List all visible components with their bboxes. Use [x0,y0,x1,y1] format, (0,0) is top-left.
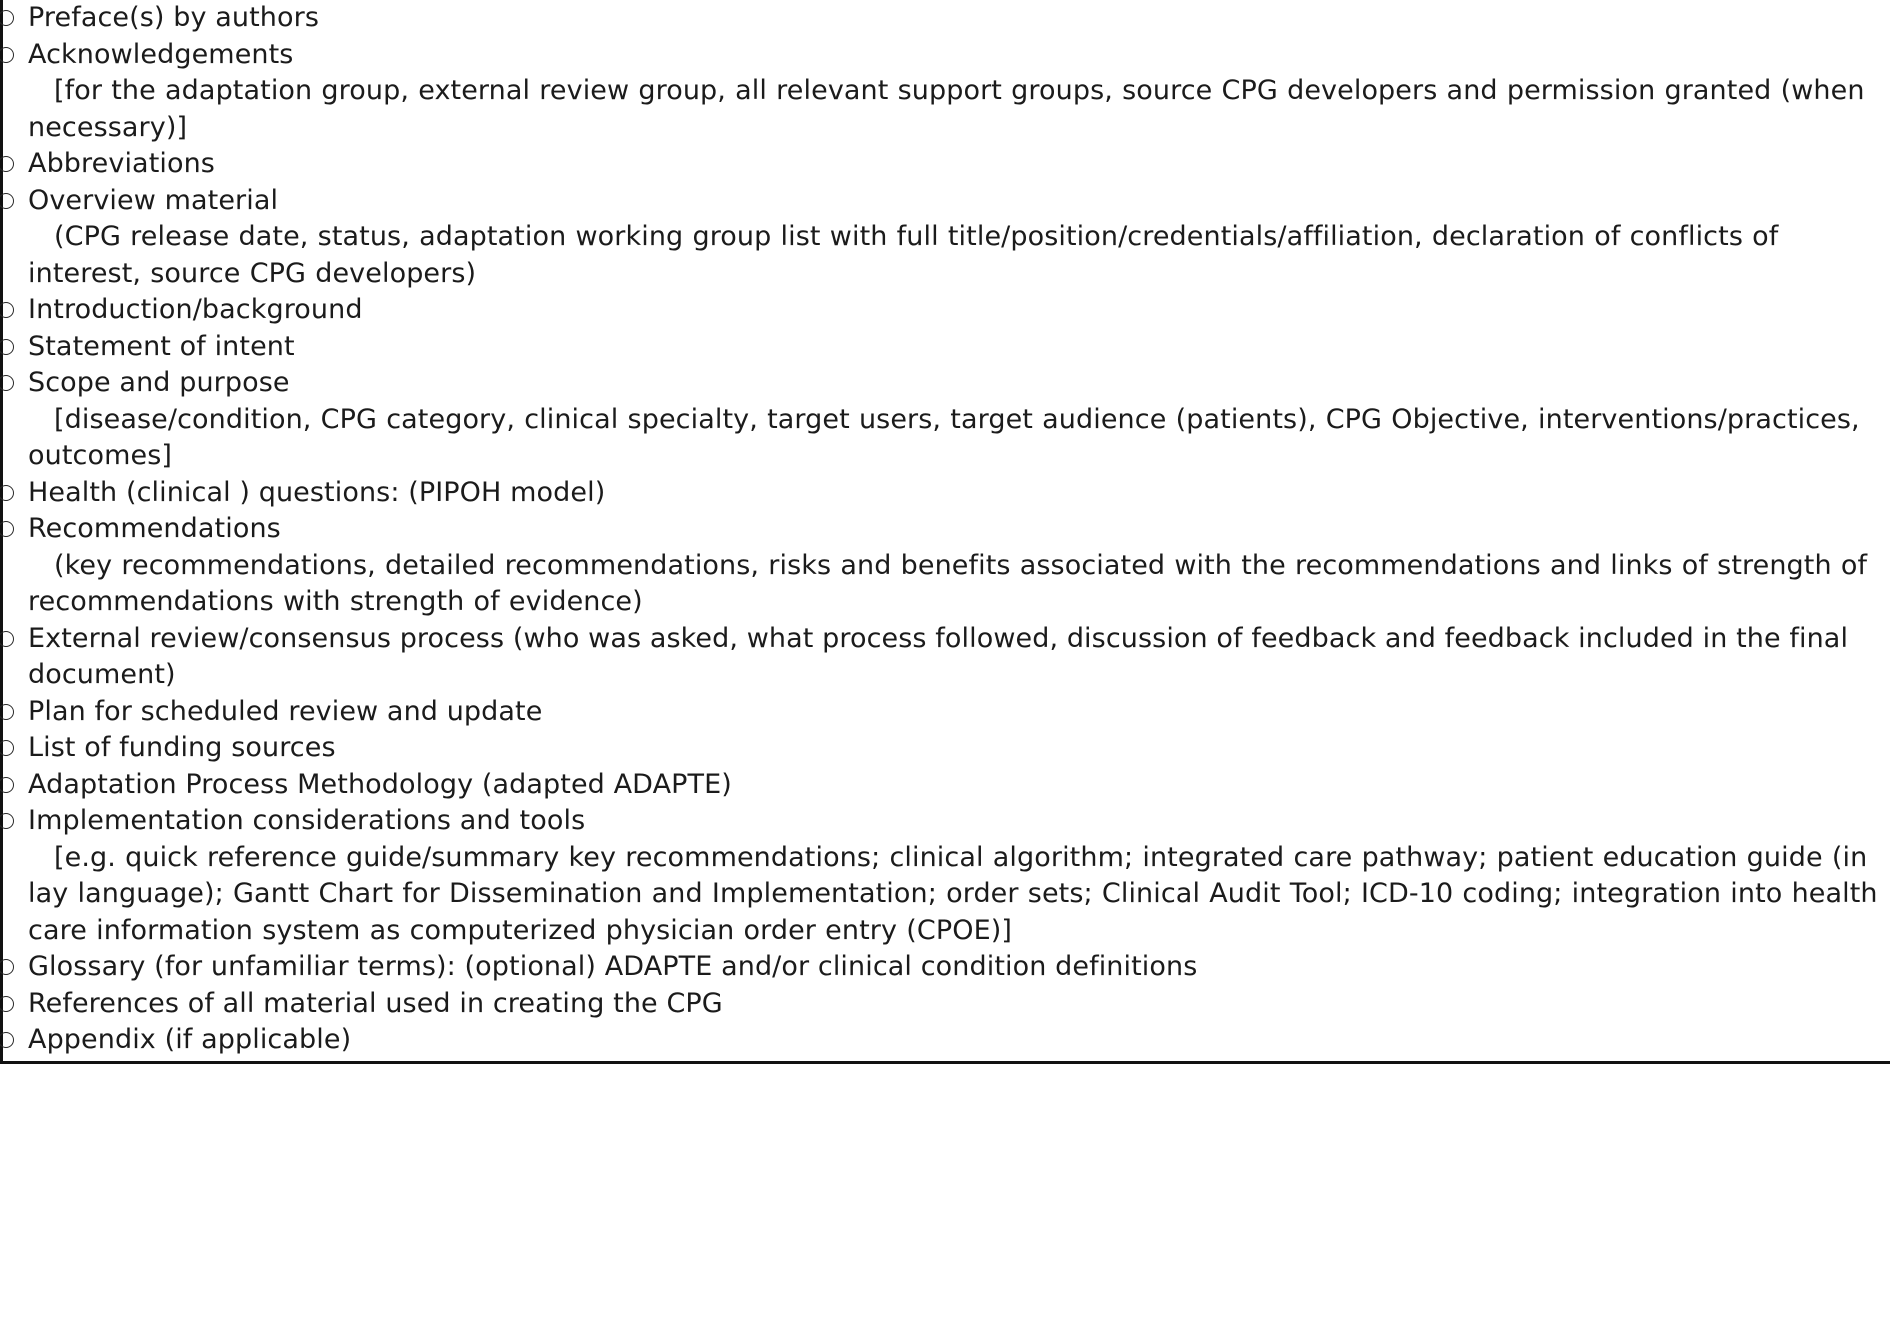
checklist-item[interactable] [0,292,1890,329]
checklist-item-label: Plan for scheduled review and update [28,695,543,727]
circle-outline-icon[interactable] [0,10,14,26]
checklist-item-label: Health (clinical ) questions: (PIPOH model) [28,476,606,508]
checklist-item[interactable] [0,475,1890,512]
checklist-item-label: Statement of intent [28,330,295,362]
checklist-item-detail: (CPG release date, status, adaptation working group list with full title/position/credentials/affiliation, declaration of conflicts of interest, source CPG developers) [28,221,1779,289]
checklist-item-detail: [disease/condition, CPG category, clinical specialty, target users, target audience (patients), CPG Objective, interventions/practices, outcomes] [28,403,1860,471]
checklist-item[interactable] [0,803,1890,949]
circle-outline-icon[interactable] [0,193,14,209]
checklist-item-label: External review/consensus process (who was asked, what process followed, discussion of feedback and feedback included in the final document) [28,622,1849,690]
checklist-item-label: References of all material used in creating the CPG [28,987,723,1019]
table-bottom-border [0,1061,1890,1064]
checklist-item-label: Glossary (for unfamiliar terms): (optional) ADAPTE and/or clinical condition definitions [28,951,1198,982]
checklist-item-label: Scope and purpose [28,367,290,398]
checklist-item[interactable] [0,1022,1890,1059]
checklist-item[interactable] [0,146,1890,183]
checklist-item-detail: (key recommendations, detailed recommendations, risks and benefits associated with the recommendations and links of strength of recommendations with strength of evidence) [28,549,1868,617]
checklist-item-label: Acknowledgements [28,38,294,70]
circle-outline-icon[interactable] [0,521,14,537]
circle-outline-icon[interactable] [0,485,14,501]
checklist-item-label: Overview material [28,184,279,216]
checklist-item-label: Adaptation Process Methodology (adapted ADAPTE) [28,768,732,800]
checklist-item[interactable] [0,621,1890,694]
checklist-item-label: Introduction/background [28,294,363,325]
checklist-item-label: Abbreviations [28,148,215,179]
checklist-item[interactable] [0,365,1890,475]
checklist-item[interactable] [0,730,1890,767]
checklist-item-label: Appendix (if applicable) [28,1024,352,1055]
checklist-item-label: List of funding sources [28,732,336,763]
circle-outline-icon[interactable] [0,339,14,355]
checklist-item[interactable] [0,0,1890,37]
checklist-item[interactable] [0,949,1890,986]
circle-outline-icon[interactable] [0,777,14,793]
checklist-item[interactable] [0,37,1890,147]
circle-outline-icon[interactable] [0,47,14,63]
checklist-item-detail: [for the adaptation group, external review group, all relevant support groups, source CPG developers and permission granted (when necessary)] [28,75,1865,143]
circle-outline-icon[interactable] [0,631,14,647]
checklist-item-label: Preface(s) by authors [28,2,319,33]
checklist-item[interactable] [0,329,1890,366]
circle-outline-icon[interactable] [0,740,14,756]
circle-outline-icon[interactable] [0,1032,14,1048]
checklist-item[interactable] [0,694,1890,731]
circle-outline-icon[interactable] [0,156,14,172]
circle-outline-icon[interactable] [0,959,14,975]
circle-outline-icon[interactable] [0,813,14,829]
circle-outline-icon[interactable] [0,302,14,318]
circle-outline-icon[interactable] [0,704,14,720]
checklist-item-label: Implementation considerations and tools [28,805,586,836]
checklist-item-detail: [e.g. quick reference guide/summary key recommendations; clinical algorithm; integrated care pathway; patient education guide (in lay language); Gantt Chart for Dissemination and Implementation; order sets; Clinical Audit Tool; ICD-10 coding; integration into health care information system as computerized physician order entry (CPOE)] [28,841,1878,946]
checklist-item[interactable] [0,183,1890,293]
circle-outline-icon[interactable] [0,996,14,1012]
checklist-item-label: Recommendations [28,513,281,544]
checklist-item[interactable] [0,511,1890,621]
checklist-item[interactable] [0,986,1890,1023]
circle-outline-icon[interactable] [0,375,14,391]
checklist-item[interactable] [0,767,1890,804]
